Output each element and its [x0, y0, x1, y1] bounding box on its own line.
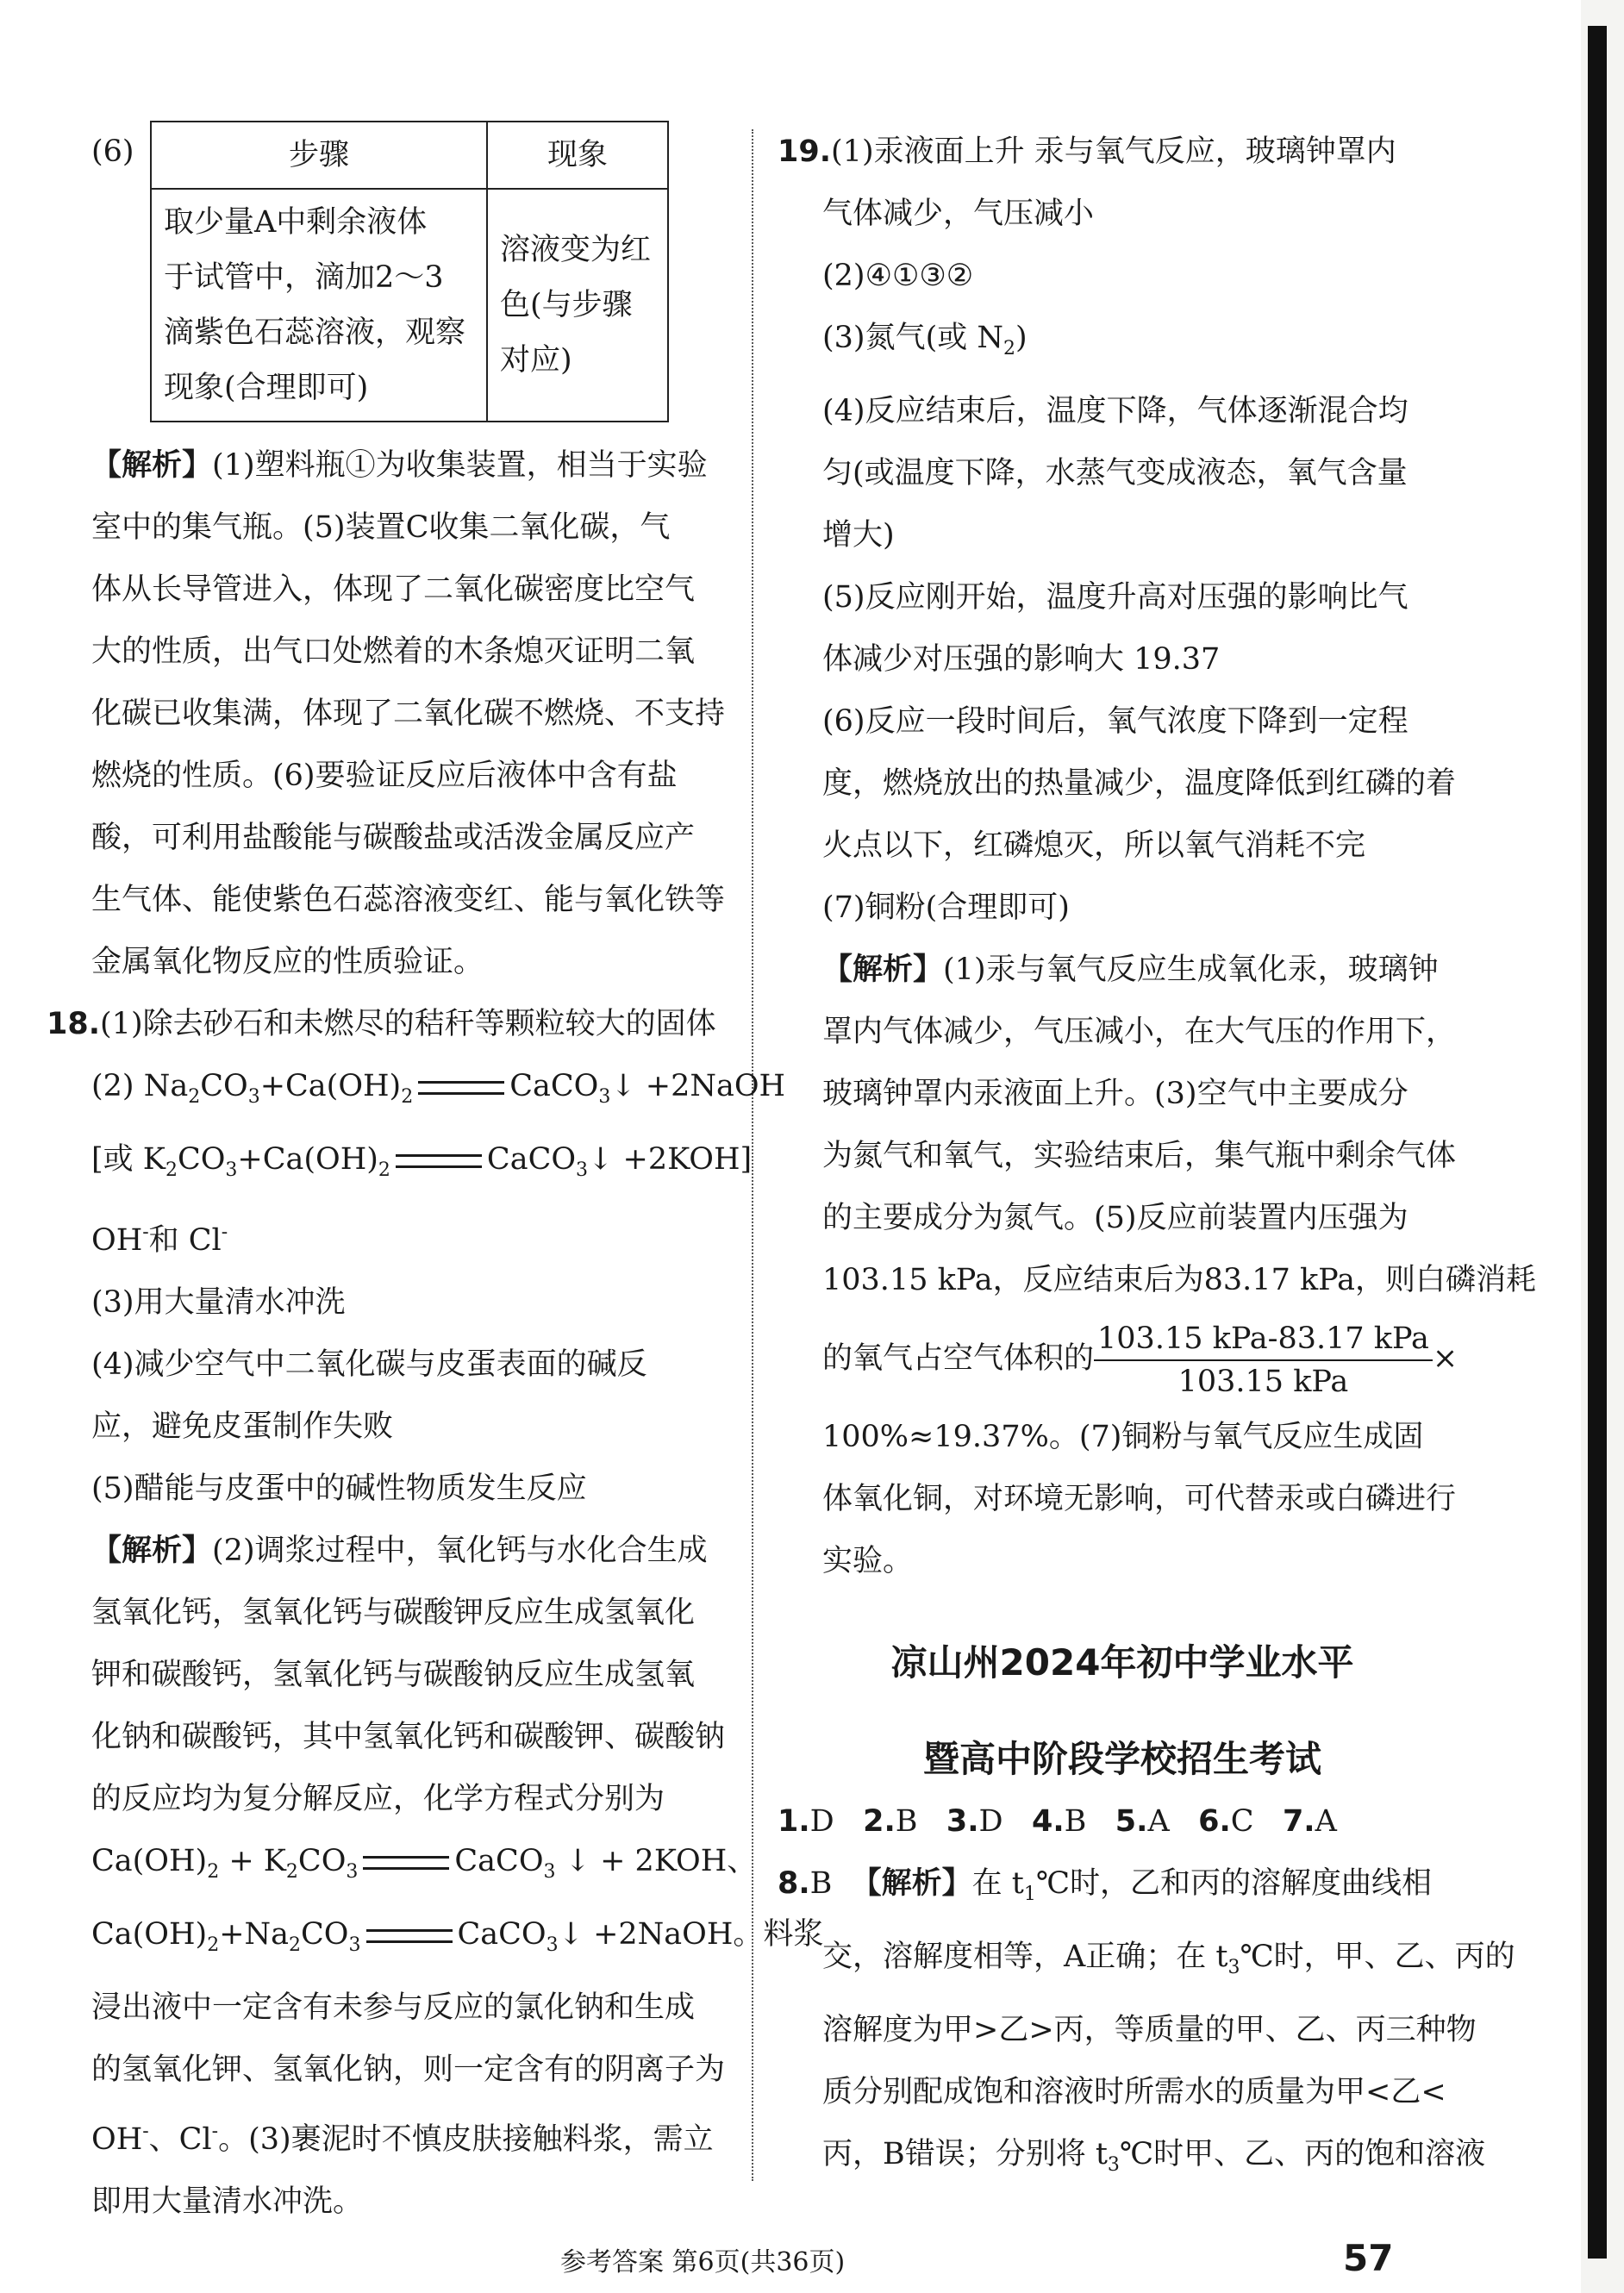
- analysis-line: 即用大量清水冲洗。: [91, 2184, 364, 2219]
- question-8: 8.B 【解析】在 $t_1℃$时，乙和丙的溶解度曲线相 交，溶解度相等，A正确；在 $t_3℃$时，甲、乙、丙的 溶解度为甲>乙>丙，等质量的甲、乙、丙三种物 质分别配成饱和溶液时所需水的质量为甲<乙< 丙，B错误；分别将 $t_3℃$时甲、乙、丙的饱和溶液: [778, 1853, 1467, 2196]
- fraction: [1094, 1318, 1433, 1403]
- fraction-denominator: 103.15 kPa: [1177, 1364, 1349, 1399]
- equation-2: [或 $K_2CO_3+Ca(OH)_2$ CaCO$_3$↓ +2KOH]: [91, 1142, 753, 1181]
- analysis-line: 生气体、能使紫色石蕊溶液变红、能与氧化铁等: [91, 883, 726, 917]
- table-cell-phenomenon: [487, 189, 668, 422]
- experiment-table: [150, 121, 669, 422]
- fraction-line: 的氧气占空气体积的 $\frac{\text{103.15 kPa-83.17 kPa}}{\text{103.15 kPa}}$ ×: [822, 1311, 1467, 1406]
- answer-line: 匀(或温度下降，水蒸气变成液态，氧气含量: [822, 456, 1408, 490]
- paper-title: [778, 1632, 1467, 1790]
- equation-1: (2) $Na_2CO_3+Ca(OH)_2$ CaCO$_3$↓ +2NaOH: [91, 1069, 786, 1108]
- analysis-line: 的氢氧化钾、氢氧化钠，则一定含有的阴离子为: [91, 2052, 726, 2087]
- analysis-line: 丙，B错误；分别将 $t_3℃$时甲、乙、丙的饱和溶液: [822, 2137, 1486, 2176]
- paper-title-line-2: 暨高中阶段学校招生考试: [922, 1738, 1321, 1780]
- question-number: 18.: [47, 1007, 101, 1041]
- right-column: [778, 121, 1537, 2196]
- answer-line: (6)反应一段时间后，氧气浓度下降到一定程: [822, 704, 1409, 739]
- question-18: [47, 993, 786, 1520]
- page-number: 57: [1343, 2237, 1394, 2279]
- step-line: 取少量A中剩余液体: [164, 205, 428, 240]
- analysis-line: 体从长导管进入，体现了二氧化碳密度比空气: [91, 572, 696, 607]
- analysis-tag: 【解析】: [91, 448, 213, 483]
- analysis-line: 燃烧的性质。(6)要验证反应后液体中含有盐: [91, 759, 678, 793]
- phenomenon-line: 色(与步骤: [500, 288, 633, 322]
- answer-line: (4)反应结束后，温度下降，气体逐渐混合均: [822, 394, 1409, 428]
- answer-line: 应，避免皮蛋制作失败: [91, 1409, 394, 1444]
- answer-line: (5)反应刚开始，温度升高对压强的影响比气: [822, 580, 1409, 615]
- answer-line: (1)除去砂石和未燃尽的秸秆等颗粒较大的固体: [100, 1007, 716, 1041]
- table-cell-step: [151, 189, 487, 422]
- table-header-row: [151, 122, 668, 189]
- analysis-line: 化碳已收集满，体现了二氧化碳不燃烧、不支持: [91, 697, 726, 731]
- analysis-line: 100%≈19.37%。(7)铜粉与氧气反应生成固: [822, 1420, 1424, 1454]
- table-header-step: 步骤: [151, 122, 487, 189]
- analysis-line: 交，溶解度相等，A正确；在 $t_3℃$时，甲、乙、丙的: [822, 1940, 1515, 1978]
- equals-sign: [396, 1154, 482, 1168]
- table-row: [151, 189, 668, 422]
- analysis-line: 金属氧化物反应的性质验证。: [91, 945, 484, 979]
- equation-3: $Ca(OH)_2 + K_2CO_3$ CaCO$_3$ ↓ + 2KOH、: [91, 1844, 758, 1883]
- answer-line: 增大): [822, 518, 895, 553]
- analysis-line: 质分别配成饱和溶液时所需水的质量为甲<乙<: [822, 2075, 1446, 2109]
- fraction-numerator: 103.15 kPa-83.17 kPa: [1094, 1318, 1433, 1361]
- answer-line: (3)氮气(或 $N_2$): [822, 321, 1027, 359]
- analysis-line: (1)汞与氧气反应生成氧化汞，玻璃钟: [943, 953, 1439, 987]
- ions-line: OH-、Cl-。(3)裹泥时不慎皮肤接触料浆，需立: [91, 2121, 714, 2157]
- question-19: [778, 121, 1467, 939]
- analysis-line: 玻璃钟罩内汞液面上升。(3)空气中主要成分: [822, 1077, 1409, 1111]
- answer-line: (3)用大量清水冲洗: [91, 1285, 346, 1320]
- page-footer: [0, 2237, 1624, 2280]
- analysis-line: 酸，可利用盐酸能与碳酸盐或活泼金属反应产: [91, 821, 696, 855]
- answer-line: (7)铜粉(合理即可): [822, 890, 1070, 925]
- analysis-line: 大的性质，出气口处燃着的木条熄灭证明二氧: [91, 634, 696, 669]
- paper-title-line-1: 凉山州2024年初中学业水平: [890, 1641, 1354, 1684]
- analysis-line: 浸出液中一定含有未参与反应的氯化钠和生成: [91, 1990, 696, 2025]
- analysis-line: 室中的集气瓶。(5)装置C收集二氧化碳，气: [91, 510, 671, 545]
- analysis-tag: 【解析】: [822, 953, 944, 987]
- analysis-line: 为氮气和氧气，实验结束后，集气瓶中剩余气体: [822, 1139, 1457, 1173]
- table-label: (6): [91, 134, 134, 169]
- analysis-line: 钾和碳酸钙，氢氧化钙与碳酸钠反应生成氢氧: [91, 1658, 696, 1692]
- multiple-choice-answers: 1.D 2.B 3.D 4.B 5.A 6.C 7.A: [778, 1804, 1337, 1839]
- analysis-line: 的反应均为复分解反应，化学方程式分别为: [91, 1782, 665, 1816]
- equals-sign: [366, 1929, 453, 1943]
- answer-line: 火点以下，红磷熄灭，所以氧气消耗不完: [822, 828, 1366, 863]
- experiment-table-block: [91, 121, 729, 422]
- answer-line: (4)减少空气中二氧化碳与皮蛋表面的碱反: [91, 1347, 647, 1382]
- analysis-tag: 【解析】: [91, 1534, 213, 1568]
- analysis-line: (1)塑料瓶①为收集装置，相当于实验: [212, 448, 708, 483]
- answer-line: 体减少对压强的影响大 19.37: [822, 642, 1221, 677]
- step-line: 滴紫色石蕊溶液，观察: [164, 316, 466, 350]
- equation-4: $Ca(OH)_2+Na_2CO_3$ CaCO$_3$↓ +2NaOH。料浆: [91, 1917, 824, 1956]
- footer-label: 参考答案 第6页(共36页): [560, 2247, 846, 2277]
- answer-line: 度，燃烧放出的热量减少，温度降低到红磷的着: [822, 766, 1457, 801]
- analysis-line: 的主要成分为氮气。(5)反应前装置内压强为: [822, 1201, 1409, 1235]
- answer-line: (2)④①③②: [822, 259, 974, 293]
- phenomenon-line: 溶液变为红: [500, 233, 652, 267]
- analysis-line: (2)调浆过程中，氧化钙与水化合生成: [212, 1534, 708, 1568]
- analysis-line: 103.15 kPa，反应结束后为83.17 kPa，则白磷消耗: [822, 1263, 1537, 1297]
- analysis-line: 溶解度为甲>乙>丙，等质量的甲、乙、丙三种物: [822, 2013, 1477, 2047]
- equals-sign: [418, 1081, 504, 1095]
- analysis-18: [91, 1520, 824, 2233]
- answer-line: (1)汞液面上升 汞与氧气反应，玻璃钟罩内: [831, 134, 1396, 169]
- answer-line: (5)醋能与皮蛋中的碱性物质发生反应: [91, 1471, 587, 1506]
- phenomenon-line: 对应): [500, 343, 572, 378]
- analysis-19: [778, 939, 1537, 1592]
- table-header-phenomenon: 现象: [487, 122, 668, 189]
- analysis-line: 体氧化铜，对环境无影响，可代替汞或白磷进行: [822, 1482, 1457, 1516]
- analysis-line: 氢氧化钙，氢氧化钙与碳酸钾反应生成氢氧化: [91, 1596, 696, 1630]
- analysis-line: 实验。: [822, 1544, 914, 1578]
- answer-line: 气体减少，气压减小: [822, 197, 1095, 231]
- binding-edge: [1588, 26, 1607, 2259]
- step-line: 于试管中，滴加2～3: [164, 260, 444, 295]
- equals-sign: [363, 1856, 449, 1870]
- question-number: 19.: [778, 134, 832, 169]
- step-line: 现象(合理即可): [164, 371, 369, 405]
- analysis-17: [91, 434, 729, 993]
- analysis-line: 化钠和碳酸钙，其中氢氧化钙和碳酸钾、碳酸钠: [91, 1720, 726, 1754]
- analysis-tag: 【解析】: [851, 1866, 972, 1901]
- analysis-line: 罩内气体减少，气压减小，在大气压的作用下，: [822, 1015, 1457, 1049]
- ions-answer: OH-和 Cl-: [91, 1221, 228, 1258]
